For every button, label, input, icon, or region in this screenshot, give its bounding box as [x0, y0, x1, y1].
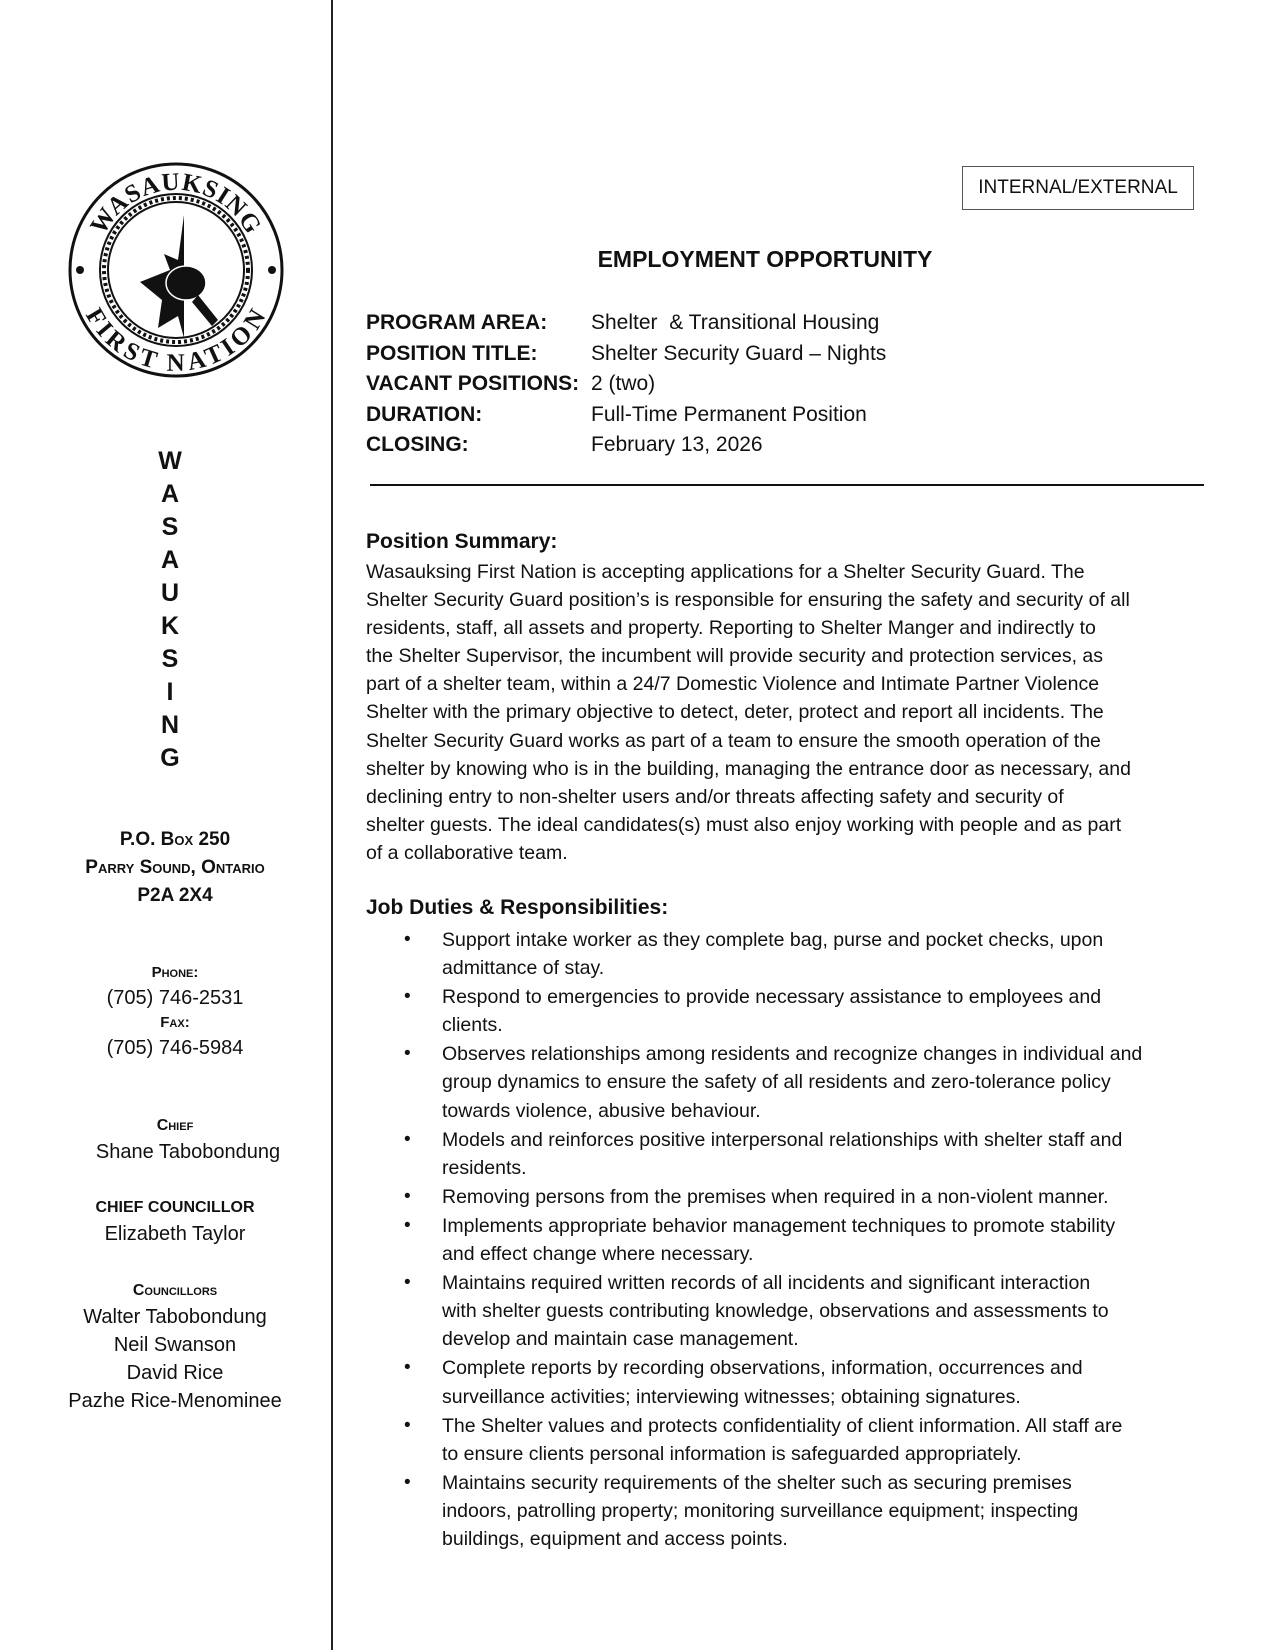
address-line: P.O. Box 250: [119, 829, 231, 850]
job-duties-list: [366, 926, 1206, 1554]
detail-row-duration: DURATION: Full-Time Permanent Position: [366, 402, 867, 426]
wasauksing-first-nation-seal-icon: [66, 160, 286, 380]
vertical-divider: [331, 0, 333, 1650]
bullet-icon: •: [404, 1214, 411, 1236]
list-item: • Implements appropriate behavior management techniques to promote stability and effect change where necessary.: [366, 1212, 1206, 1268]
detail-row-program-area: PROGRAM AREA: Shelter & Transitional Housing: [366, 311, 880, 334]
chief-name: Shane Tabobondung: [95, 1141, 281, 1163]
fax-number: (705) 746-5984: [106, 1037, 244, 1059]
postal-code: P2A 2X4: [137, 885, 213, 906]
bullet-icon: •: [404, 1471, 411, 1493]
job-duties-heading: Job Duties & Responsibilities:: [366, 896, 669, 919]
councillors-block: [30, 1279, 320, 1415]
chief-councillor-label: CHIEF COUNCILLOR: [95, 1199, 255, 1216]
horizontal-rule: [370, 484, 1204, 486]
bullet-icon: •: [404, 1357, 411, 1379]
chief-councillor-block: [30, 1196, 320, 1248]
fax-label: Fax:: [160, 1014, 190, 1031]
letterhead-sidebar: [0, 0, 330, 1650]
councillor-name: David Rice: [126, 1362, 224, 1384]
bullet-icon: •: [404, 1272, 411, 1294]
councillor-name: Pazhe Rice-Menominee: [68, 1390, 282, 1412]
list-item: • Removing persons from the premises when required in a non-violent manner.: [366, 1183, 1206, 1211]
chief-councillor-name: Elizabeth Taylor: [104, 1223, 246, 1245]
councillors-label: Councillors: [132, 1282, 218, 1299]
phone-label: Phone:: [151, 964, 199, 981]
list-item: • Observes relationships among residents and recognize changes in individual and group dynamics to ensure the safety of all residents and zero-tolerance policy towards violence, abusive behaviour.: [366, 1040, 1206, 1124]
list-item: • Support intake worker as they complete bag, purse and pocket checks, upon admittance of stay.: [366, 926, 1206, 982]
contact-info: [30, 962, 320, 1062]
svg-text:FIRST NATION: FIRST NATION: [80, 303, 272, 377]
detail-row-position-title: POSITION TITLE: Shelter Security Guard – Nights: [366, 341, 887, 365]
councillor-name: Walter Tabobondung: [83, 1306, 267, 1328]
list-item: • The Shelter values and protects confidentiality of client information. All staff are to ensure clients personal information is safeguarded appropriately.: [366, 1412, 1206, 1468]
page-title: EMPLOYMENT OPPORTUNITY: [597, 246, 933, 272]
vertical-community-name: W A S A U K S I N G: [158, 447, 182, 772]
chief-block: [30, 1114, 320, 1166]
list-item: • Models and reinforces positive interpersonal relationships with shelter staff and residents.: [366, 1126, 1206, 1182]
position-details: [366, 308, 886, 461]
position-summary-text: Wasauksing First Nation is accepting applications for a Shelter Security Guard. The Shelter Security Guard position’s is responsible for ensuring the safety and security of all residents, staff, all assets and property. Reporting to Shelter Manger and indirectly to the Shelter Supervisor, the incumbent will provide security and protection services, as part of a shelter team, within a 24/7 Domestic Violence and Intimate Partner Violence Shelter with the primary objective to detect, deter, protect and report all incidents. The Shelter Security Guard works as part of a team to ensure the smooth operation of the shelter by knowing who is in the building, managing the entrance door as necessary, and declining entry to non-shelter users and/or threats affecting safety and security of shelter guests. The ideal candidates(s) must also enjoy working with people and as part of a collaborative team.: [366, 561, 1131, 864]
list-item: • Maintains required written records of all incidents and significant interaction with shelter guests contributing knowledge, observations and assessments to develop and maintain case management.: [366, 1269, 1206, 1353]
list-item: • Complete reports by recording observations, information, occurrences and surveillance activities; interviewing witnesses; obtaining signatures.: [366, 1354, 1206, 1410]
bullet-icon: •: [404, 1414, 411, 1436]
posting-type-badge: INTERNAL/EXTERNAL: [962, 166, 1194, 210]
posting-body: [366, 0, 1206, 1650]
councillor-name: Neil Swanson: [113, 1334, 237, 1356]
list-item: • Respond to emergencies to provide necessary assistance to employees and clients.: [366, 983, 1206, 1039]
position-summary-heading: Position Summary:: [366, 530, 558, 553]
bullet-icon: •: [404, 1128, 411, 1150]
detail-row-closing: CLOSING: February 13, 2026: [366, 433, 763, 456]
detail-row-vacant-positions: VACANT POSITIONS: 2 (two): [366, 372, 656, 395]
list-item: • Maintains security requirements of the shelter such as securing premises indoors, patrolling property; monitoring surveillance equipment; inspecting buildings, equipment and access points.: [366, 1469, 1206, 1553]
bullet-icon: •: [404, 929, 411, 950]
bullet-icon: •: [404, 986, 411, 1008]
bullet-icon: •: [404, 1043, 411, 1065]
phone-number: (705) 746-2531: [106, 987, 244, 1009]
svg-text:WASAUKSING: WASAUKSING: [85, 168, 267, 239]
bullet-icon: •: [404, 1185, 411, 1207]
address-line: Parry Sound, Ontario: [85, 857, 265, 878]
mailing-address: [30, 826, 320, 910]
chief-label: Chief: [156, 1117, 194, 1134]
